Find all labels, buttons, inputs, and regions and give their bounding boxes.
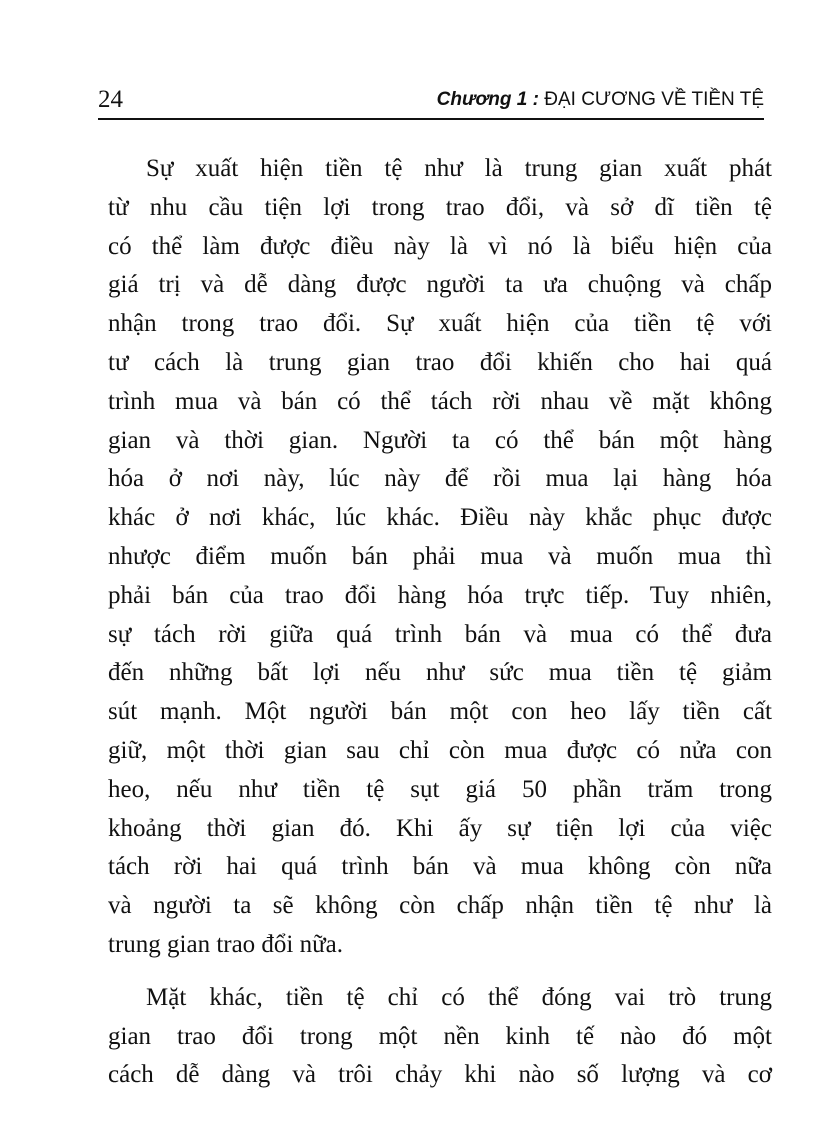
text-line: đến những bất lợi nếu như sức mua tiền tệ giảm <box>108 659 772 687</box>
text-line: khoảng thời gian đó. Khi ấy sự tiện lợi của việc <box>108 814 772 842</box>
text-line: heo, nếu như tiền tệ sụt giá 50 phần trăm trong <box>108 775 772 803</box>
text-line: khác ở nơi khác, lúc khác. Điều này khắc phục được <box>108 504 772 532</box>
text-line: trung gian trao đổi nữa. <box>108 930 344 958</box>
text-line: trình mua và bán có thể tách rời nhau về mặt không <box>108 387 772 415</box>
text-line: hóa ở nơi này, lúc này để rồi mua lại hàng hóa <box>108 465 772 493</box>
paragraph-2 <box>108 979 772 1095</box>
text-line: cách dễ dàng và trôi chảy khi nào số lượng và cơ <box>108 1061 772 1089</box>
text-line: Sự xuất hiện tiền tệ như là trung gian xuất phát <box>146 155 772 182</box>
text-line: giữ, một thời gian sau chỉ còn mua được có nửa con <box>108 736 772 764</box>
text-line: tách rời hai quá trình bán và mua không còn nữa <box>108 853 772 881</box>
text-line: phải bán của trao đổi hàng hóa trực tiếp. Tuy nhiên, <box>108 581 772 609</box>
chapter-title <box>437 88 764 112</box>
text-line: nhược điểm muốn bán phải mua và muốn mua thì <box>108 542 772 570</box>
text-line: tư cách là trung gian trao đổi khiến cho hai quá <box>108 348 772 376</box>
text-line: giá trị và dễ dàng được người ta ưa chuộng và chấp <box>108 271 772 299</box>
text-line: nhận trong trao đổi. Sự xuất hiện của tiền tệ với <box>108 310 772 338</box>
text-line: Mặt khác, tiền tệ chỉ có thể đóng vai trò trung <box>146 983 772 1011</box>
body-text <box>108 150 772 1095</box>
running-header <box>98 80 764 120</box>
paragraph-1 <box>108 150 772 965</box>
text-line: và người ta sẽ không còn chấp nhận tiền tệ như là <box>108 892 772 920</box>
text-line: sự tách rời giữa quá trình bán và mua có thể đưa <box>108 620 772 648</box>
text-line: gian trao đổi trong một nền kinh tế nào đó một <box>108 1022 772 1050</box>
page-number: 24 <box>98 86 123 113</box>
text-line: từ nhu cầu tiện lợi trong trao đổi, và sở dĩ tiền tệ <box>108 193 772 221</box>
text-line: gian và thời gian. Người ta có thể bán một hàng <box>108 426 772 454</box>
chapter-name: ĐẠI CƯƠNG VỀ TIỀN TỆ <box>544 89 764 110</box>
chapter-label: Chương 1 : <box>436 89 539 110</box>
text-line: có thể làm được điều này là vì nó là biểu hiện của <box>108 232 772 260</box>
text-line: sút mạnh. Một người bán một con heo lấy tiền cất <box>108 698 772 726</box>
